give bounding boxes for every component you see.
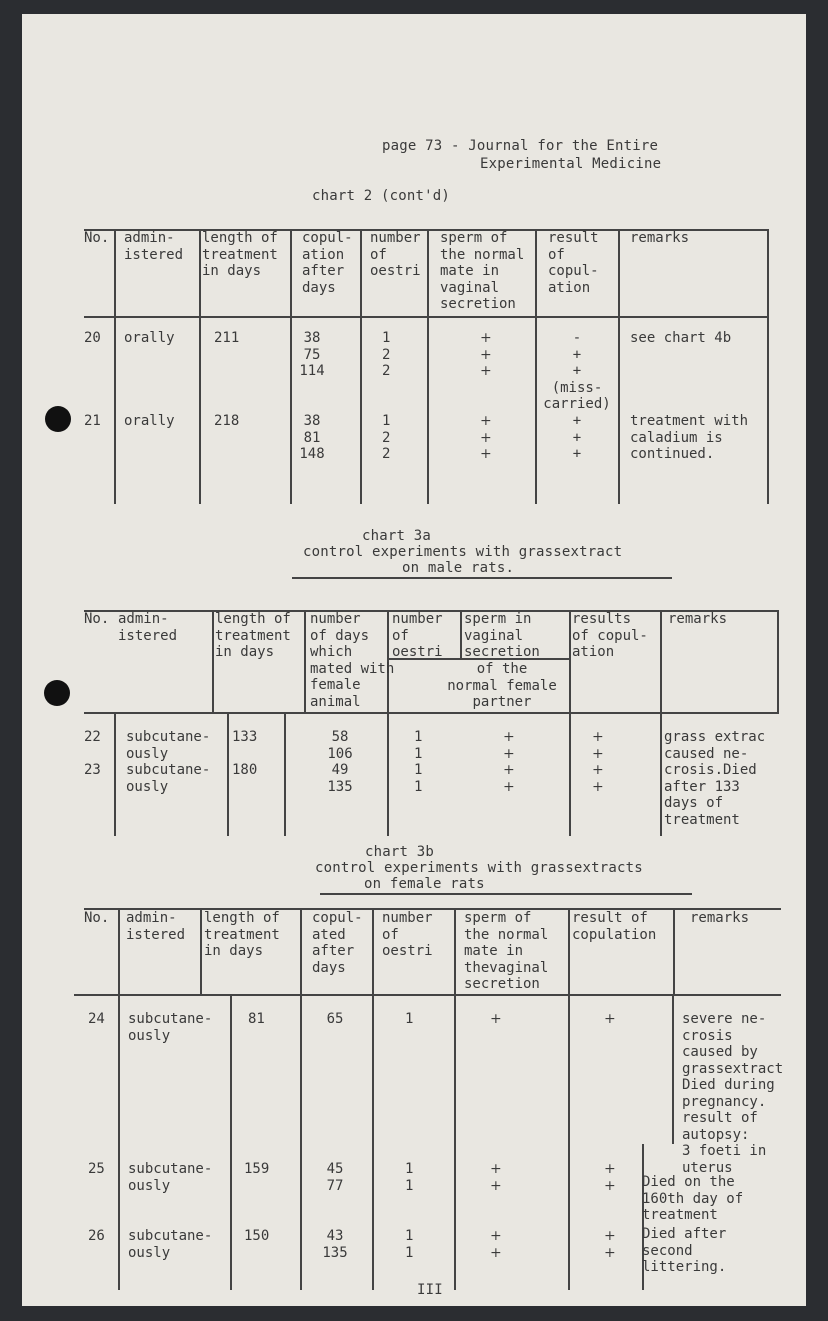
col-header: No.: [84, 230, 110, 246]
copulation-cell: 38 75 114: [299, 330, 325, 379]
remarks-cell: grass extrac caused ne- crosis.Died after 133 days of treatment: [664, 729, 766, 828]
column-divider: [230, 994, 232, 1290]
row-number: 24: [88, 1011, 105, 1027]
remarks-cell: severe ne- crosis caused by grassextract Died during pregnancy. result of autopsy: 3 foeti in uterus: [682, 1011, 784, 1176]
row-number: 22: [84, 729, 101, 745]
result-cell: + +: [592, 729, 604, 762]
col-header: copul- ated after days: [312, 910, 363, 976]
journal-header-line1: page 73 - Journal for the Entire: [382, 138, 659, 154]
remarks-cell: see chart 4b: [630, 330, 732, 346]
remarks-cell: treatment with caladium is continued.: [630, 413, 749, 462]
column-divider: [360, 229, 362, 504]
document-page: [22, 14, 806, 1306]
copulation-cell: 38 81 148: [299, 413, 325, 462]
copulated-cell: 65: [326, 1011, 344, 1027]
column-divider: [290, 229, 292, 504]
col-header: sperm of the normal mate in vaginal secretion: [440, 230, 525, 312]
column-divider: [372, 908, 374, 1290]
col-header: No.: [84, 910, 110, 926]
column-divider: [227, 712, 229, 836]
title-underline: [320, 893, 692, 895]
row-number: 23: [84, 762, 101, 778]
chart3b-subtitle: on female rats: [364, 876, 485, 892]
col-header: result of copul- ation: [548, 230, 599, 296]
sperm-cell: + +: [503, 762, 515, 795]
col-header: number of oestri: [370, 230, 421, 279]
oestri-cell: 1 1: [405, 1228, 414, 1261]
sperm-cell: + + +: [480, 413, 492, 462]
page-mark: III: [417, 1282, 443, 1298]
administered-cell: subcutane- ously: [128, 1228, 213, 1261]
table-rule: [84, 712, 779, 714]
column-divider: [199, 229, 201, 504]
column-divider: [387, 712, 389, 836]
chart3b-title: chart 3b: [365, 844, 435, 860]
administered-cell: subcutane- ously: [126, 762, 211, 795]
column-divider: [672, 994, 674, 1144]
oestri-cell: 1 1: [405, 1161, 414, 1194]
sperm-cell: + +: [503, 729, 515, 762]
column-divider: [568, 908, 570, 1290]
col-header: admin- istered: [124, 230, 184, 263]
oestri-cell: 1 1: [414, 729, 423, 762]
column-divider: [300, 908, 302, 1290]
length-cell: 150: [244, 1228, 270, 1244]
administered-cell: orally: [124, 330, 175, 346]
length-cell: 180: [232, 762, 258, 778]
col-header: sperm of the normal mate in thevaginal secretion: [464, 910, 549, 992]
chart3b-subtitle: control experiments with grassextracts: [315, 860, 643, 876]
length-cell: 81: [248, 1011, 265, 1027]
chart3a-subtitle: control experiments with grassextract: [303, 544, 623, 560]
column-divider: [284, 712, 286, 836]
column-divider: [660, 712, 662, 836]
sperm-cell: + +: [490, 1228, 502, 1261]
chart2-title: chart 2 (cont'd): [312, 188, 451, 204]
punch-hole: [45, 406, 71, 432]
sperm-cell: + + +: [480, 330, 492, 379]
col-header: number of oestri: [382, 910, 433, 959]
col-header: remarks: [668, 611, 728, 627]
result-cell: + +: [604, 1228, 616, 1261]
copulated-cell: 43 135: [322, 1228, 348, 1261]
result-cell: + + +: [572, 413, 582, 462]
col-header: result of copulation: [572, 910, 657, 943]
span-header-note: of the normal female partner: [447, 661, 557, 710]
length-cell: 159: [244, 1161, 270, 1177]
column-divider: [427, 229, 429, 504]
journal-header-line2: Experimental Medicine: [480, 156, 662, 172]
col-header: length of treatment in days: [204, 910, 280, 959]
length-cell: 218: [214, 413, 240, 429]
col-header: remarks: [690, 910, 750, 926]
column-divider: [673, 908, 675, 994]
title-underline: [292, 577, 672, 579]
column-divider: [460, 610, 462, 658]
sperm-cell: + +: [490, 1161, 502, 1194]
column-divider: [200, 908, 202, 994]
sperm-cell: +: [490, 1011, 502, 1027]
row-number: 20: [84, 330, 101, 346]
col-header: length of treatment in days: [215, 611, 291, 660]
col-header: copul- ation after days: [302, 230, 353, 296]
administered-cell: subcutane- ously: [126, 729, 211, 762]
chart3a-title: chart 3a: [362, 528, 432, 544]
oestri-cell: 1: [405, 1011, 414, 1027]
length-cell: 133: [232, 729, 258, 745]
col-header: number of days which mated with female animal: [310, 611, 395, 710]
oestri-cell: 1 2 2: [382, 330, 391, 379]
column-divider: [454, 908, 456, 1290]
col-header: remarks: [630, 230, 690, 246]
administered-cell: orally: [124, 413, 175, 429]
result-cell: +: [604, 1011, 616, 1027]
col-header: length of treatment in days: [202, 230, 278, 279]
copulated-cell: 45 77: [326, 1161, 344, 1194]
punch-hole: [44, 680, 70, 706]
result-cell: + +: [592, 762, 604, 795]
col-header: admin- istered: [118, 611, 178, 644]
oestri-cell: 1 2 2: [382, 413, 391, 462]
chart3a-subtitle: on male rats.: [402, 560, 515, 576]
column-divider: [777, 610, 779, 712]
col-header: number of oestri: [392, 611, 443, 660]
col-header: No.: [84, 611, 110, 627]
col-header: sperm in vaginal secretion: [464, 611, 540, 660]
table-rule: [74, 994, 781, 996]
remarks-cell: Died on the 160th day of treatment: [642, 1174, 744, 1223]
mated-cell: 58 106: [327, 729, 353, 762]
column-divider: [767, 229, 769, 504]
remarks-cell: Died after second littering.: [642, 1226, 727, 1275]
col-header: admin- istered: [126, 910, 186, 943]
administered-cell: subcutane- ously: [128, 1161, 213, 1194]
length-cell: 211: [214, 330, 240, 346]
result-cell: - + + (miss- carried): [543, 330, 611, 412]
row-number: 21: [84, 413, 101, 429]
row-number: 26: [88, 1228, 105, 1244]
mated-cell: 49 135: [327, 762, 353, 795]
column-divider: [212, 610, 214, 712]
result-cell: + +: [604, 1161, 616, 1194]
administered-cell: subcutane- ously: [128, 1011, 213, 1044]
column-divider: [114, 229, 116, 504]
col-header: results of copul- ation: [572, 611, 648, 660]
oestri-cell: 1 1: [414, 762, 423, 795]
column-divider: [304, 610, 306, 712]
row-number: 25: [88, 1161, 105, 1177]
column-divider: [569, 712, 571, 836]
column-divider: [114, 712, 116, 836]
column-divider: [118, 908, 120, 1290]
column-divider: [660, 610, 662, 712]
